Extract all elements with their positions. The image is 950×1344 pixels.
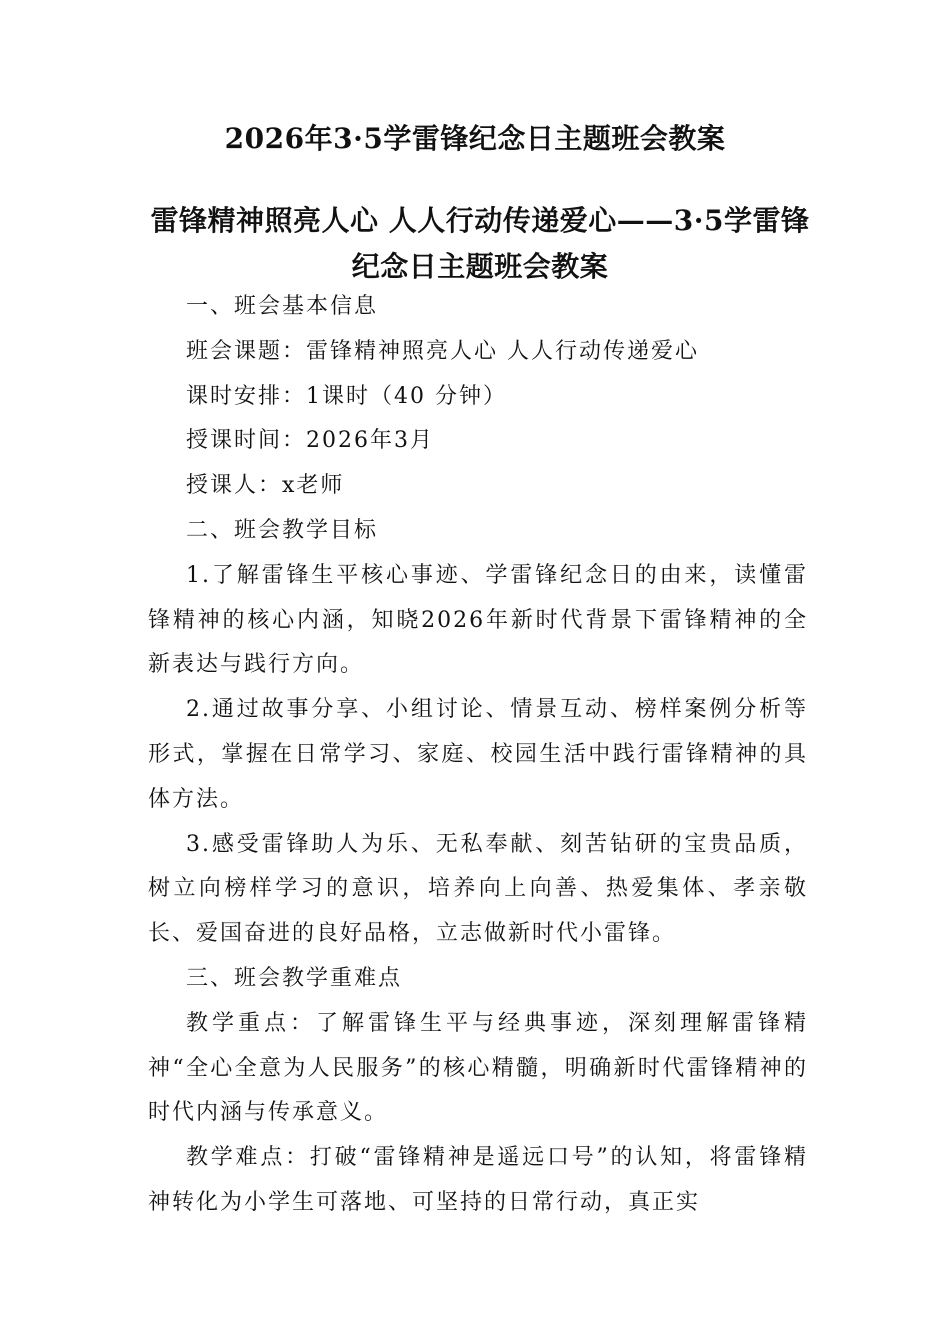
- info-teacher: 授课人：x老师: [186, 473, 345, 499]
- document-body: [148, 285, 808, 1226]
- objective-2: 2.通过故事分享、小组讨论、情景互动、榜样案例分析等形式，掌握在日常学习、家庭、校园生活中践行雷锋精神的具体方法。: [148, 697, 808, 812]
- info-duration: 课时安排：1课时（40 分钟）: [186, 383, 507, 409]
- info-topic: 班会课题：雷锋精神照亮人心 人人行动传递爱心: [186, 338, 699, 364]
- objective-1: 1.了解雷锋生平核心事迹、学雷锋纪念日的由来，读懂雷锋精神的核心内涵，知晓2026年新时代背景下雷锋精神的全新表达与践行方向。: [148, 562, 808, 678]
- difficult-point: 教学难点：打破“雷锋精神是遥远口号”的认知，将雷锋精神转化为小学生可落地、可坚持的日常行动，真正实: [148, 1145, 808, 1215]
- document-title: 2026年3·5学雷锋纪念日主题班会教案: [224, 122, 726, 155]
- document-subtitle: 雷锋精神照亮人心 人人行动传递爱心——3·5学雷锋纪念日主题班会教案: [150, 204, 810, 283]
- objective-3: 3.感受雷锋助人为乐、无私奉献、刻苦钻研的宝贵品质，树立向榜样学习的意识，培养向上向善、热爱集体、孝亲敬长、爱国奋进的良好品格，立志做新时代小雷锋。: [148, 831, 808, 947]
- section-heading-key-points: 三、班会教学重难点: [186, 965, 403, 991]
- key-point: 教学重点：了解雷锋生平与经典事迹，深刻理解雷锋精神“全心全意为人民服务”的核心精髓，明确新时代雷锋精神的时代内涵与传承意义。: [148, 1010, 808, 1126]
- section-heading-objectives: 二、班会教学目标: [186, 517, 379, 543]
- info-date: 授课时间：2026年3月: [186, 428, 434, 454]
- section-heading-basic-info: 一、班会基本信息: [186, 294, 379, 319]
